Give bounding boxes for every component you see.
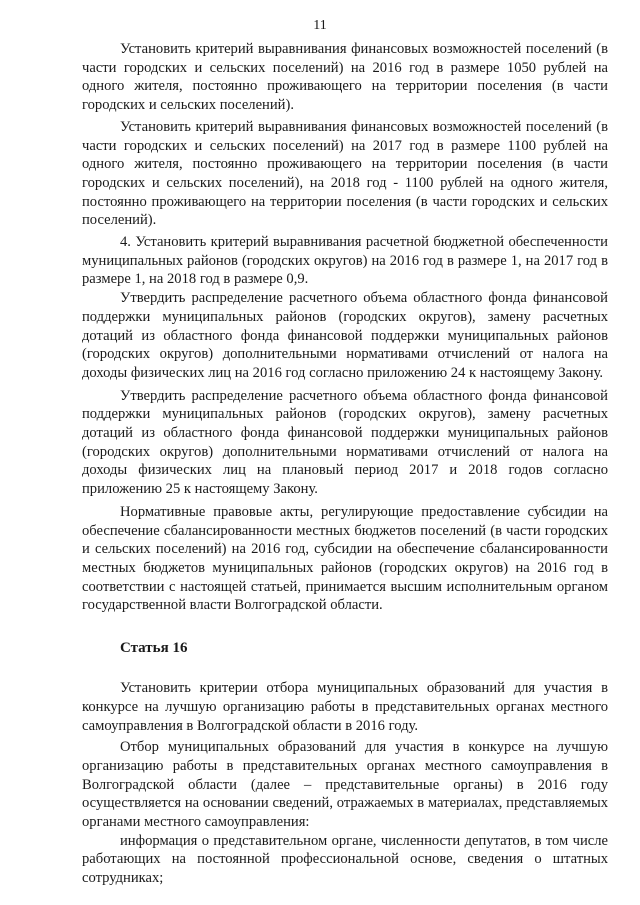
page-number: 11 [313, 18, 327, 33]
paragraph-criterion-2016: Установить критерий выравнивания финансовых возможностей поселений (в части городских и сельских поселений) на 2016 год в размере 1050 рублей на одного жителя, постоянно проживающего на территории поселения (в части городских и сельских поселений). [82, 41, 608, 114]
paragraph-distribution-2016: Утвердить распределение расчетного объема областного фонда финансовой поддержки муниципальных районов (городских округов), замену расчетных дотаций из областного фонда финансовой поддержки муниципальных районов (городских округов) дополнительными нормативами отчислений от налога на доходы физических лиц на 2016 год согласно приложению 24 к настоящему Закону. [82, 290, 608, 381]
paragraph-selection-procedure: Отбор муниципальных образований для участия в конкурсе на лучшую организацию работы в представительных органах местного самоуправления в Волгоградской области (далее – представительные органы) в 2016 году осуществляется на основании сведений, отражаемых в материалах, представляемых органами местного самоуправления: [82, 739, 608, 831]
paragraph-normative-acts: Нормативные правовые акты, регулирующие предоставление субсидии на обеспечение сбалансированности местных бюджетов поселений (в части городских и сельских поселений) на 2016 год, субсидии на обеспечение сбалансированности местных бюджетов муниципальных районов (городских округов) на 2016 год в соответствии с настоящей статьей, принимается высшим исполнительным органом государственной власти Волгоградской области. [82, 503, 608, 614]
document-body [82, 40, 608, 888]
paragraph-information: информация о представительном органе, численности депутатов, в том числе работающих на постоянной профессиональной основе, сведения о штатных сотрудниках; [82, 832, 608, 887]
paragraph-criterion-2017-2018: Установить критерий выравнивания финансовых возможностей поселений (в части городских и сельских поселений) на 2017 год в размере 1100 рублей на одного жителя, постоянно проживающего на территории поселения (в части городских и сельских поселений), на 2018 год - 1100 рублей на одного жителя, постоянно проживающего на территории поселения (в части городских и сельских поселений). [82, 118, 608, 229]
article-title: Статья 16 [120, 640, 188, 657]
paragraph-item-4: 4. Установить критерий выравнивания расчетной бюджетной обеспеченности муниципальных районов (городских округов) на 2016 год в размере 1, на 2017 год в размере 1, на 2018 год в размере 0,9. [82, 234, 608, 288]
paragraph-distribution-2017-2018: Утвердить распределение расчетного объема областного фонда финансовой поддержки муниципальных районов (городских округов), замену расчетных дотаций из областного фонда финансовой поддержки муниципальных районов (городских округов) дополнительными нормативами отчислений от налога на доходы физических лиц на плановый период 2017 и 2018 годов согласно приложению 25 к настоящему Закону. [82, 387, 608, 498]
paragraph-selection-criteria: Установить критерии отбора муниципальных образований для участия в конкурсе на лучшую организацию работы в представительных органах местного самоуправления в Волгоградской области в 2016 году. [82, 680, 608, 734]
